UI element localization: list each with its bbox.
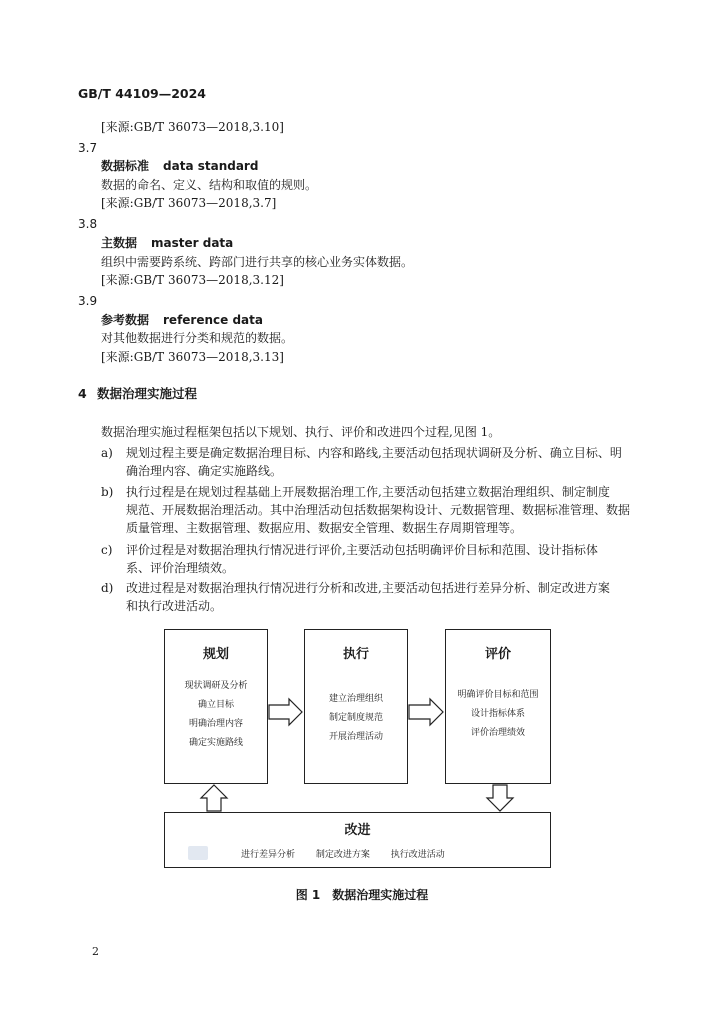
term-3-8-en: master data bbox=[151, 236, 234, 250]
term-3-9-zh: 参考数据 bbox=[101, 313, 150, 327]
evaluate-item: 明确评价目标和范围 bbox=[457, 690, 539, 700]
item-a-label: a) bbox=[101, 446, 113, 460]
item-a-line-2: 确治理内容、确定实施路线。 bbox=[126, 464, 283, 478]
section-4-number: 4 bbox=[78, 386, 87, 401]
plan-title: 规划 bbox=[202, 647, 229, 662]
arrow-down-icon bbox=[485, 784, 515, 812]
plan-item: 确定实施路线 bbox=[188, 738, 243, 748]
evaluate-items bbox=[446, 686, 550, 743]
arrow-right-icon bbox=[268, 697, 304, 727]
execute-title: 执行 bbox=[342, 647, 369, 662]
plan-item: 现状调研及分析 bbox=[184, 681, 248, 691]
evaluate-item: 设计指标体系 bbox=[470, 709, 525, 719]
section-4-intro: 数据治理实施过程框架包括以下规划、执行、评价和改进四个过程,见图 1。 bbox=[101, 425, 501, 439]
term-3-7-en: data standard bbox=[163, 159, 259, 173]
execute-items bbox=[305, 690, 407, 747]
term-3-9-source: [来源:GB/T 36073—2018,3.13] bbox=[101, 350, 284, 364]
item-b-line-3: 质量管理、主数据管理、数据应用、数据安全管理、数据生存周期管理等。 bbox=[126, 521, 523, 535]
term-3-9-definition: 对其他数据进行分类和规范的数据。 bbox=[101, 331, 294, 345]
plan-item: 明确治理内容 bbox=[188, 719, 243, 729]
term-3-9-en: reference data bbox=[163, 313, 263, 327]
plan-box bbox=[164, 629, 268, 784]
item-b-line-1: 执行过程是在规划过程基础上开展数据治理工作,主要活动包括建立数据治理组织、制定制度 bbox=[126, 485, 610, 499]
improve-box bbox=[164, 812, 551, 868]
standard-number: GB/T 44109—2024 bbox=[78, 86, 207, 101]
term-3-9-number: 3.9 bbox=[78, 294, 98, 308]
evaluate-title: 评价 bbox=[484, 647, 511, 662]
term-3-8-definition: 组织中需要跨系统、跨部门进行共享的核心业务实体数据。 bbox=[101, 255, 414, 269]
item-d-line-1: 改进过程是对数据治理执行情况进行分析和改进,主要活动包括进行差异分析、制定改进方案 bbox=[126, 581, 610, 595]
execute-box bbox=[304, 629, 408, 784]
watermark-stamp bbox=[188, 846, 208, 860]
item-d-line-2: 和执行改进活动。 bbox=[126, 599, 223, 613]
term-3-7-title bbox=[101, 158, 258, 174]
execute-item: 开展治理活动 bbox=[328, 732, 383, 742]
arrow-up-icon bbox=[199, 784, 229, 812]
arrow-right-icon bbox=[408, 697, 445, 727]
improve-item: 制定改进方案 bbox=[315, 850, 370, 860]
plan-items bbox=[165, 677, 267, 753]
term-3-7-zh: 数据标准 bbox=[101, 159, 150, 173]
term-3-9-title bbox=[101, 312, 263, 328]
improve-item: 进行差异分析 bbox=[241, 850, 296, 860]
item-b-line-2: 规范、开展数据治理活动。其中治理活动包括数据架构设计、元数据管理、数据标准管理、数据 bbox=[126, 503, 631, 517]
term-3-7-source: [来源:GB/T 36073—2018,3.7] bbox=[101, 196, 277, 210]
figure-caption: 图 1 数据治理实施过程 bbox=[295, 888, 429, 902]
term-3-8-source: [来源:GB/T 36073—2018,3.12] bbox=[101, 273, 284, 287]
item-a-line-1: 规划过程主要是确定数据治理目标、内容和路线,主要活动包括现状调研及分析、确立目标、明 bbox=[126, 446, 622, 460]
item-c-line-2: 系、评价治理绩效。 bbox=[126, 561, 235, 575]
execute-item: 制定制度规范 bbox=[328, 713, 383, 723]
evaluate-item: 评价治理绩效 bbox=[470, 728, 525, 738]
plan-item: 确立目标 bbox=[197, 700, 234, 710]
execute-item: 建立治理组织 bbox=[328, 694, 383, 704]
term-3-8-zh: 主数据 bbox=[101, 236, 138, 250]
evaluate-box bbox=[445, 629, 551, 784]
term-3-8-title bbox=[101, 235, 233, 251]
item-d-label: d) bbox=[101, 581, 114, 595]
page-number: 2 bbox=[92, 945, 99, 958]
item-c-line-1: 评价过程是对数据治理执行情况进行评价,主要活动包括明确评价目标和范围、设计指标体 bbox=[126, 543, 598, 557]
term-3-7-number: 3.7 bbox=[78, 141, 98, 155]
section-4-title: 数据治理实施过程 bbox=[97, 386, 198, 401]
term-3-7-definition: 数据的命名、定义、结构和取值的规则。 bbox=[101, 178, 318, 192]
item-b-label: b) bbox=[101, 485, 114, 499]
term-3-6-source: [来源:GB/T 36073—2018,3.10] bbox=[101, 120, 284, 134]
item-c-label: c) bbox=[101, 543, 113, 557]
term-3-8-number: 3.8 bbox=[78, 217, 98, 231]
improve-title: 改进 bbox=[344, 823, 371, 838]
improve-items bbox=[241, 849, 481, 861]
improve-item: 执行改进活动 bbox=[390, 850, 445, 860]
